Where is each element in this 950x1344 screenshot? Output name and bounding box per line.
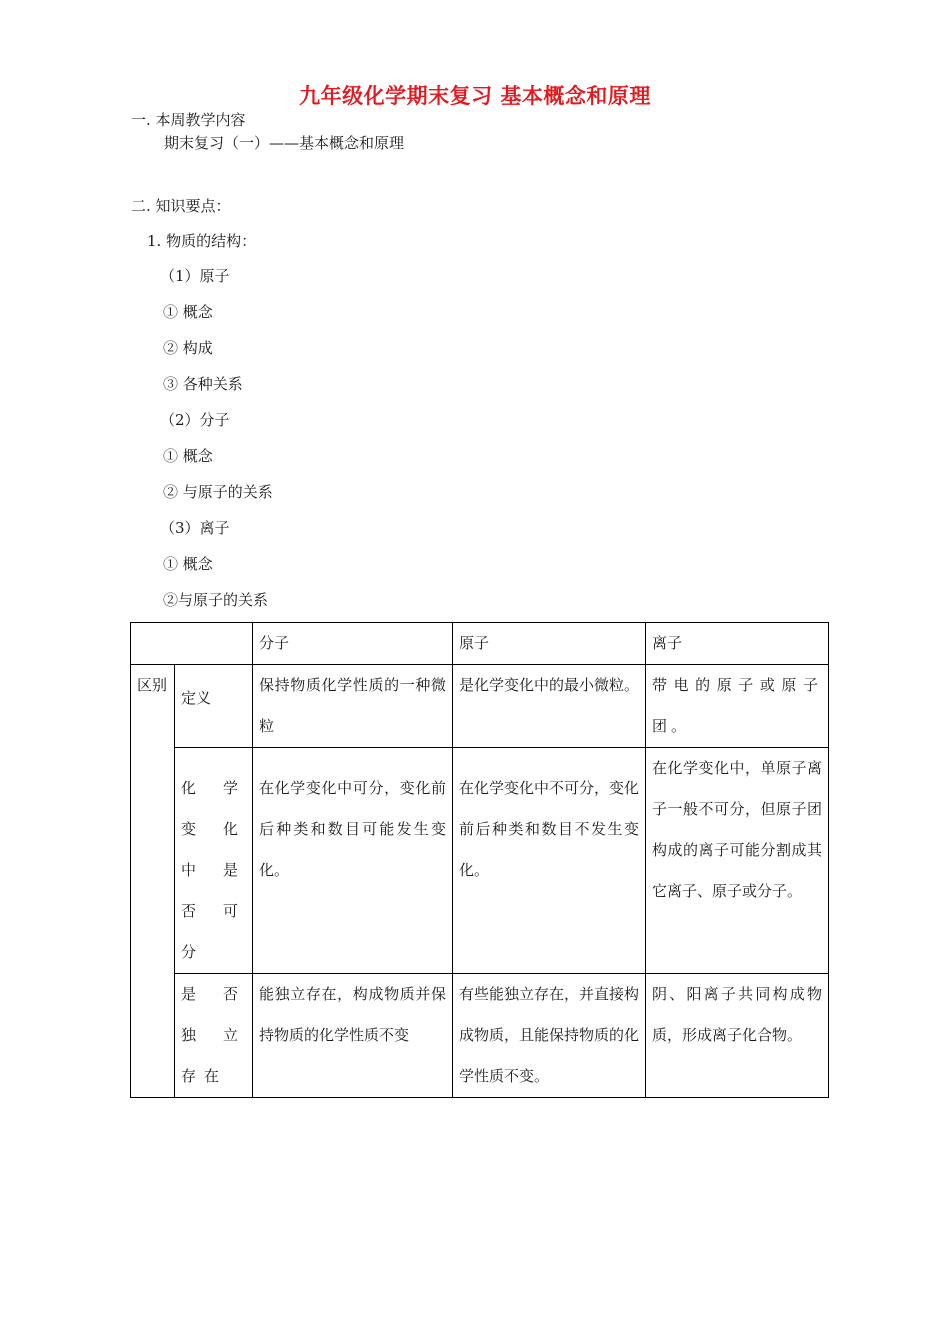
molecule-point-2: ② 与原子的关系 bbox=[163, 483, 273, 501]
row-label-independent: 是否独立存在 bbox=[175, 974, 253, 1098]
cell-independent-atom: 有些能独立存在，并直接构成物质，且能保持物质的化学性质不变。 bbox=[453, 974, 646, 1098]
atom-point-1: ① 概念 bbox=[163, 303, 213, 321]
header-molecule: 分子 bbox=[253, 623, 453, 665]
section-1-subtitle: 期末复习（一）——基本概念和原理 bbox=[164, 134, 405, 152]
header-atom: 原子 bbox=[453, 623, 646, 665]
molecule-point-1: ① 概念 bbox=[163, 447, 213, 465]
atom-point-3: ③ 各种关系 bbox=[163, 375, 243, 393]
section-2-heading: 二. 知识要点： bbox=[131, 197, 231, 215]
table-header-row bbox=[131, 623, 829, 665]
cell-definition-atom: 是化学变化中的最小微粒。 bbox=[453, 665, 646, 748]
table-row bbox=[131, 665, 829, 748]
section-1-heading: 一. 本周教学内容 bbox=[131, 111, 246, 129]
cell-divisible-atom: 在化学变化中不可分，变化前后种类和数目不发生变化。 bbox=[453, 748, 646, 974]
cell-independent-ion: 阴、阳离子共同构成物质，形成离子化合物。 bbox=[646, 974, 829, 1098]
comparison-table bbox=[130, 622, 829, 1098]
ion-heading: （3）离子 bbox=[160, 519, 230, 537]
header-empty-cell bbox=[131, 623, 253, 665]
header-ion: 离子 bbox=[646, 623, 829, 665]
group-label-cell: 区别 bbox=[131, 665, 175, 1098]
page-title: 九年级化学期末复习 基本概念和原理 bbox=[299, 83, 651, 108]
atom-point-2: ② 构成 bbox=[163, 339, 213, 357]
cell-divisible-ion: 在化学变化中，单原子离子一般不可分，但原子团构成的离子可能分割成其它离子、原子或分子。 bbox=[646, 748, 829, 974]
cell-divisible-molecule: 在化学变化中可分，变化前后种类和数目可能发生变化。 bbox=[253, 748, 453, 974]
molecule-heading: （2）分子 bbox=[160, 411, 230, 429]
cell-independent-molecule: 能独立存在，构成物质并保持物质的化学性质不变 bbox=[253, 974, 453, 1098]
row-label-divisible: 化学变化中是否可分 bbox=[175, 748, 253, 974]
ion-point-1: ① 概念 bbox=[163, 555, 213, 573]
row-label-definition: 定义 bbox=[175, 665, 253, 748]
ion-point-2: ②与原子的关系 bbox=[163, 591, 269, 609]
cell-definition-ion: 带电的原子或原子团。 bbox=[646, 665, 829, 748]
atom-heading: （1）原子 bbox=[160, 267, 230, 285]
item-1-heading: 1. 物质的结构： bbox=[147, 232, 257, 250]
table-row bbox=[131, 974, 829, 1098]
table-row bbox=[131, 748, 829, 974]
cell-definition-molecule: 保持物质化学性质的一种微粒 bbox=[253, 665, 453, 748]
